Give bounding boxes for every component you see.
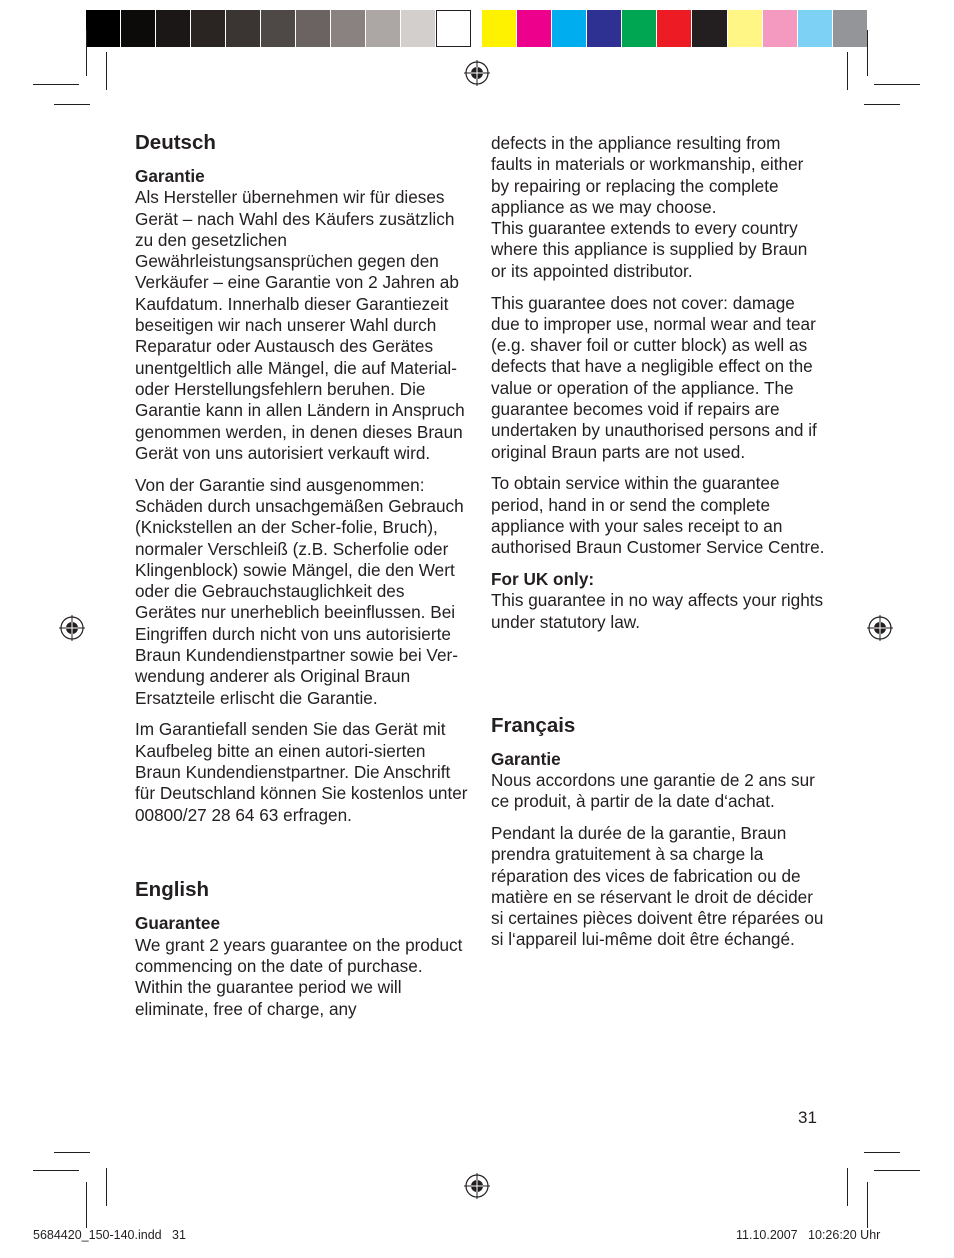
color-swatch bbox=[587, 10, 622, 47]
color-swatch bbox=[517, 10, 552, 47]
subheading-guarantee: Guarantee bbox=[135, 913, 221, 934]
crop-mark bbox=[86, 1182, 87, 1228]
paragraph: Nous accordons une garantie de 2 ans sur ce produit, à partir de la date d‘achat. bbox=[491, 769, 815, 812]
color-swatch bbox=[401, 10, 436, 47]
slug-filename: 5684420_150-140.indd 31 bbox=[33, 1228, 186, 1242]
color-swatch bbox=[156, 10, 191, 47]
color-swatch bbox=[331, 10, 366, 47]
paragraph: To obtain service within the guarantee period, hand in or send the complete appliance with your sales receipt to an authorised Braun Customer Service Centre. bbox=[491, 473, 825, 558]
crop-mark bbox=[106, 1168, 107, 1206]
crop-mark bbox=[867, 30, 868, 76]
color-swatch bbox=[798, 10, 833, 47]
crop-mark bbox=[864, 104, 900, 105]
crop-mark bbox=[33, 1170, 79, 1171]
color-swatch bbox=[86, 10, 121, 47]
right-column bbox=[491, 133, 825, 961]
grayscale-color-bar bbox=[86, 10, 471, 47]
color-swatch bbox=[552, 10, 587, 47]
registration-mark-icon bbox=[464, 60, 490, 86]
paragraph: This guarantee in no way affects your rights under statutory law. bbox=[491, 590, 824, 632]
crop-mark bbox=[86, 30, 87, 76]
color-swatch bbox=[763, 10, 798, 47]
color-swatch bbox=[261, 10, 296, 47]
color-swatch bbox=[436, 10, 471, 47]
color-swatch bbox=[366, 10, 401, 47]
color-swatch bbox=[692, 10, 727, 47]
crop-mark bbox=[847, 1168, 848, 1206]
paragraph: We grant 2 years guarantee on the product commencing on the date of purchase. Within the guarantee period we will eliminate, free of charge, any bbox=[135, 934, 463, 1019]
color-swatch bbox=[121, 10, 156, 47]
crop-mark bbox=[874, 1170, 920, 1171]
color-swatch bbox=[482, 10, 517, 47]
heading-english: English bbox=[135, 878, 210, 902]
subheading-garantie: Garantie bbox=[135, 166, 205, 186]
slug-timestamp: 11.10.2007 10:26:20 Uhr bbox=[736, 1228, 881, 1242]
color-swatch bbox=[191, 10, 226, 47]
color-swatch bbox=[296, 10, 331, 47]
heading-deutsch: Deutsch bbox=[135, 131, 216, 154]
color-swatch bbox=[833, 10, 868, 47]
crop-mark bbox=[106, 52, 107, 90]
crop-mark bbox=[33, 84, 79, 85]
paragraph: Im Garantiefall senden Sie das Gerät mit Kaufbeleg bitte an einen autori-sierten Braun Kundendienstpartner. Die Anschrift für Deutschland können Sie kostenlos unter 00800/27 28 64 63 erfragen. bbox=[135, 719, 468, 825]
registration-mark-icon bbox=[59, 615, 85, 641]
crop-mark bbox=[54, 1152, 90, 1153]
process-color-bar bbox=[482, 10, 868, 47]
color-swatch bbox=[657, 10, 692, 47]
crop-mark bbox=[864, 1152, 900, 1153]
color-swatch bbox=[622, 10, 657, 47]
color-swatch bbox=[226, 10, 261, 47]
crop-mark bbox=[867, 1182, 868, 1228]
subheading-garantie-fr: Garantie bbox=[491, 748, 561, 769]
registration-mark-icon bbox=[867, 615, 893, 641]
subheading-uk-only: For UK only: bbox=[491, 569, 595, 590]
paragraph: Als Hersteller übernehmen wir für dieses Gerät – nach Wahl des Käufers zusätzlich zu den gesetzlichen Gewährleistungsansprüchen gegen den Verkäufer – eine Garantie von 2 Jahren ab Kaufdatum. Innerhalb dieser Garantiezeit beseitigen wir nach unserer Wahl durch Reparatur oder Austausch des Gerätes unentgeltlich alle Mängel, die auf Material- oder Herstellungsfehlern beruhen. Die Garantie kann in allen Ländern in Anspruch genommen werden, in denen dieses Braun Gerät von uns autorisiert verkauft wird. bbox=[135, 187, 465, 463]
registration-mark-icon bbox=[464, 1173, 490, 1199]
heading-francais: Français bbox=[491, 713, 576, 737]
crop-mark bbox=[847, 52, 848, 90]
crop-mark bbox=[874, 84, 920, 85]
color-swatch bbox=[728, 10, 763, 47]
paragraph: defects in the appliance resulting from faults in materials or workmanship, either by repairing or replacing the complete appliance as we may choose. bbox=[491, 133, 804, 217]
paragraph: This guarantee extends to every country where this appliance is supplied by Braun or its appointed distributor. bbox=[491, 218, 808, 281]
paragraph: Pendant la durée de la garantie, Braun prendra gratuitement à sa charge la réparation des vices de fabrication ou de matière en se réservant le droit de décider si certaines pièces doivent être réparées ou si l‘appareil lui-même doit être échangé. bbox=[491, 822, 824, 950]
page-number: 31 bbox=[798, 1108, 817, 1127]
left-column bbox=[135, 131, 470, 1030]
paragraph: Von der Garantie sind ausgenommen: Schäden durch unsachgemäßen Gebrauch (Knickstellen an der Scher-folie, Bruch), normaler Verschleiß (z.B. Scherfolie oder Klingenblock) sowie Mängel, die den Wert oder die Gebrauchstauglichkeit des Gerätes nur unerheblich beeinflussen. Bei Eingriffen durch nicht von uns autorisierte Braun Kundendienstpartner sowie bei Ver-wendung anderer als Original Braun Ersatzteile erlischt die Garantie. bbox=[135, 474, 464, 708]
crop-mark bbox=[54, 104, 90, 105]
paragraph: This guarantee does not cover: damage due to improper use, normal wear and tear (e.g. shaver foil or cutter block) as well as defects that have a negligible effect on the value or operation of the appliance. The guarantee becomes void if repairs are undertaken by unauthorised persons and if original Braun parts are not used. bbox=[491, 292, 817, 462]
